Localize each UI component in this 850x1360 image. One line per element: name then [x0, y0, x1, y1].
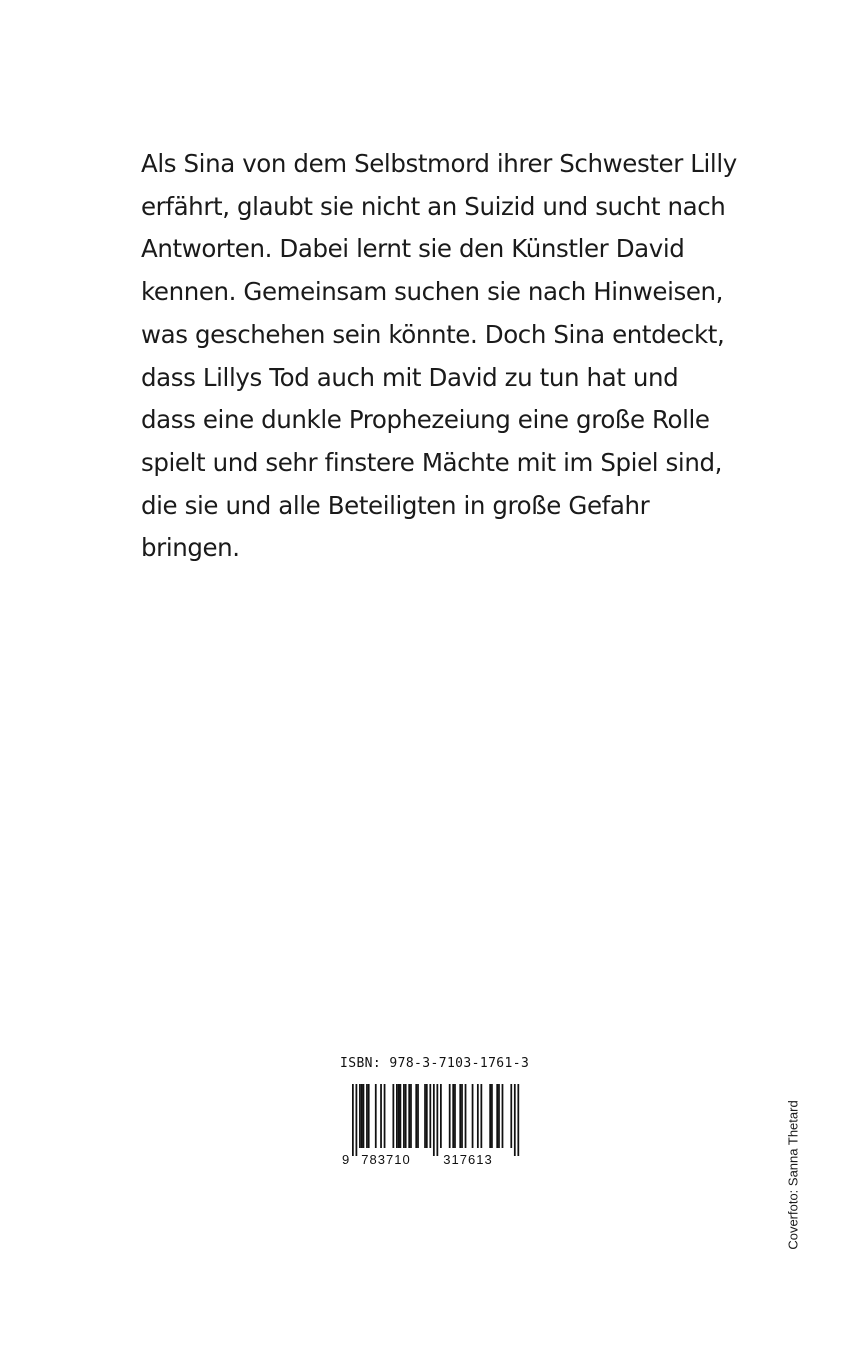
- barcode-bar: [380, 1084, 382, 1148]
- barcode-bar: [472, 1084, 474, 1148]
- blurb-line: bringen.: [141, 533, 240, 563]
- blurb-line: Als Sina von dem Selbstmord ihrer Schwester Lilly: [141, 149, 737, 178]
- cover-photo-credit: Coverfoto: Sanna Thetard: [785, 1100, 801, 1250]
- barcode-bar: [384, 1084, 386, 1148]
- barcode-bar: [429, 1084, 431, 1148]
- barcode-bar: [461, 1084, 463, 1148]
- barcode-bar: [514, 1084, 516, 1156]
- barcode-bar: [398, 1084, 400, 1148]
- barcode-bar: [489, 1084, 491, 1148]
- barcode-bar: [426, 1084, 428, 1148]
- barcode-bar: [449, 1084, 451, 1148]
- barcode-bar: [496, 1084, 498, 1148]
- barcode-bar: [359, 1084, 361, 1148]
- barcode-bar: [459, 1084, 461, 1148]
- barcode-bar: [452, 1084, 454, 1148]
- barcode-graphic: [338, 1082, 528, 1166]
- blurb-line: Antworten. Dabei lernt sie den Künstler David: [141, 234, 685, 264]
- barcode-bar: [405, 1084, 407, 1148]
- barcode-bar: [396, 1084, 398, 1148]
- barcode-bar: [440, 1084, 442, 1148]
- blurb-line: spielt und sehr finstere Mächte mit im Spiel sind,: [141, 447, 722, 477]
- blurb-line: die sie und alle Beteiligten in große Gefahr: [141, 490, 650, 520]
- back-cover-blurb: [141, 143, 741, 570]
- barcode-bar: [361, 1084, 363, 1148]
- barcode-bar: [477, 1084, 479, 1148]
- blurb-line: dass eine dunkle Prophezeiung eine große Rolle: [141, 405, 710, 435]
- barcode-bar: [410, 1084, 412, 1148]
- barcode-bar: [517, 1084, 519, 1156]
- barcode-bar: [408, 1084, 410, 1148]
- barcode-bar: [392, 1084, 394, 1148]
- barcode-bar: [436, 1084, 438, 1156]
- barcode-bar: [491, 1084, 493, 1148]
- barcode-left-digits: 783710: [361, 1152, 411, 1166]
- barcode-bar: [356, 1084, 358, 1156]
- barcode-bar: [400, 1084, 402, 1148]
- barcode-bars: [352, 1084, 519, 1156]
- barcode-bar: [510, 1084, 512, 1148]
- barcode-bar: [424, 1084, 426, 1148]
- barcode-first-digit: 9: [342, 1152, 350, 1166]
- barcode-bar: [502, 1084, 504, 1148]
- barcode-bar: [415, 1084, 417, 1148]
- blurb-line: kennen. Gemeinsam suchen sie nach Hinweisen,: [141, 277, 724, 307]
- barcode-bar: [368, 1084, 370, 1148]
- barcode-bar: [454, 1084, 456, 1148]
- blurb-line: erfährt, glaubt sie nicht an Suizid und sucht nach: [141, 191, 726, 221]
- isbn-barcode: [338, 1056, 528, 1166]
- barcode-bar: [352, 1084, 354, 1156]
- barcode-bar: [433, 1084, 435, 1156]
- barcode-right-digits: 317613: [443, 1152, 493, 1166]
- barcode-bar: [366, 1084, 368, 1148]
- barcode-bar: [480, 1084, 482, 1148]
- isbn-label: ISBN: 978-3-7103-1761-3: [340, 1056, 530, 1071]
- barcode-bar: [363, 1084, 365, 1148]
- barcode-bar: [417, 1084, 419, 1148]
- barcode-bar: [403, 1084, 405, 1148]
- barcode-bar: [375, 1084, 377, 1148]
- blurb-line: dass Lillys Tod auch mit David zu tun hat und: [141, 362, 679, 392]
- barcode-bar: [498, 1084, 500, 1148]
- blurb-line: was geschehen sein könnte. Doch Sina entdeckt,: [141, 319, 725, 349]
- barcode-bar: [465, 1084, 467, 1148]
